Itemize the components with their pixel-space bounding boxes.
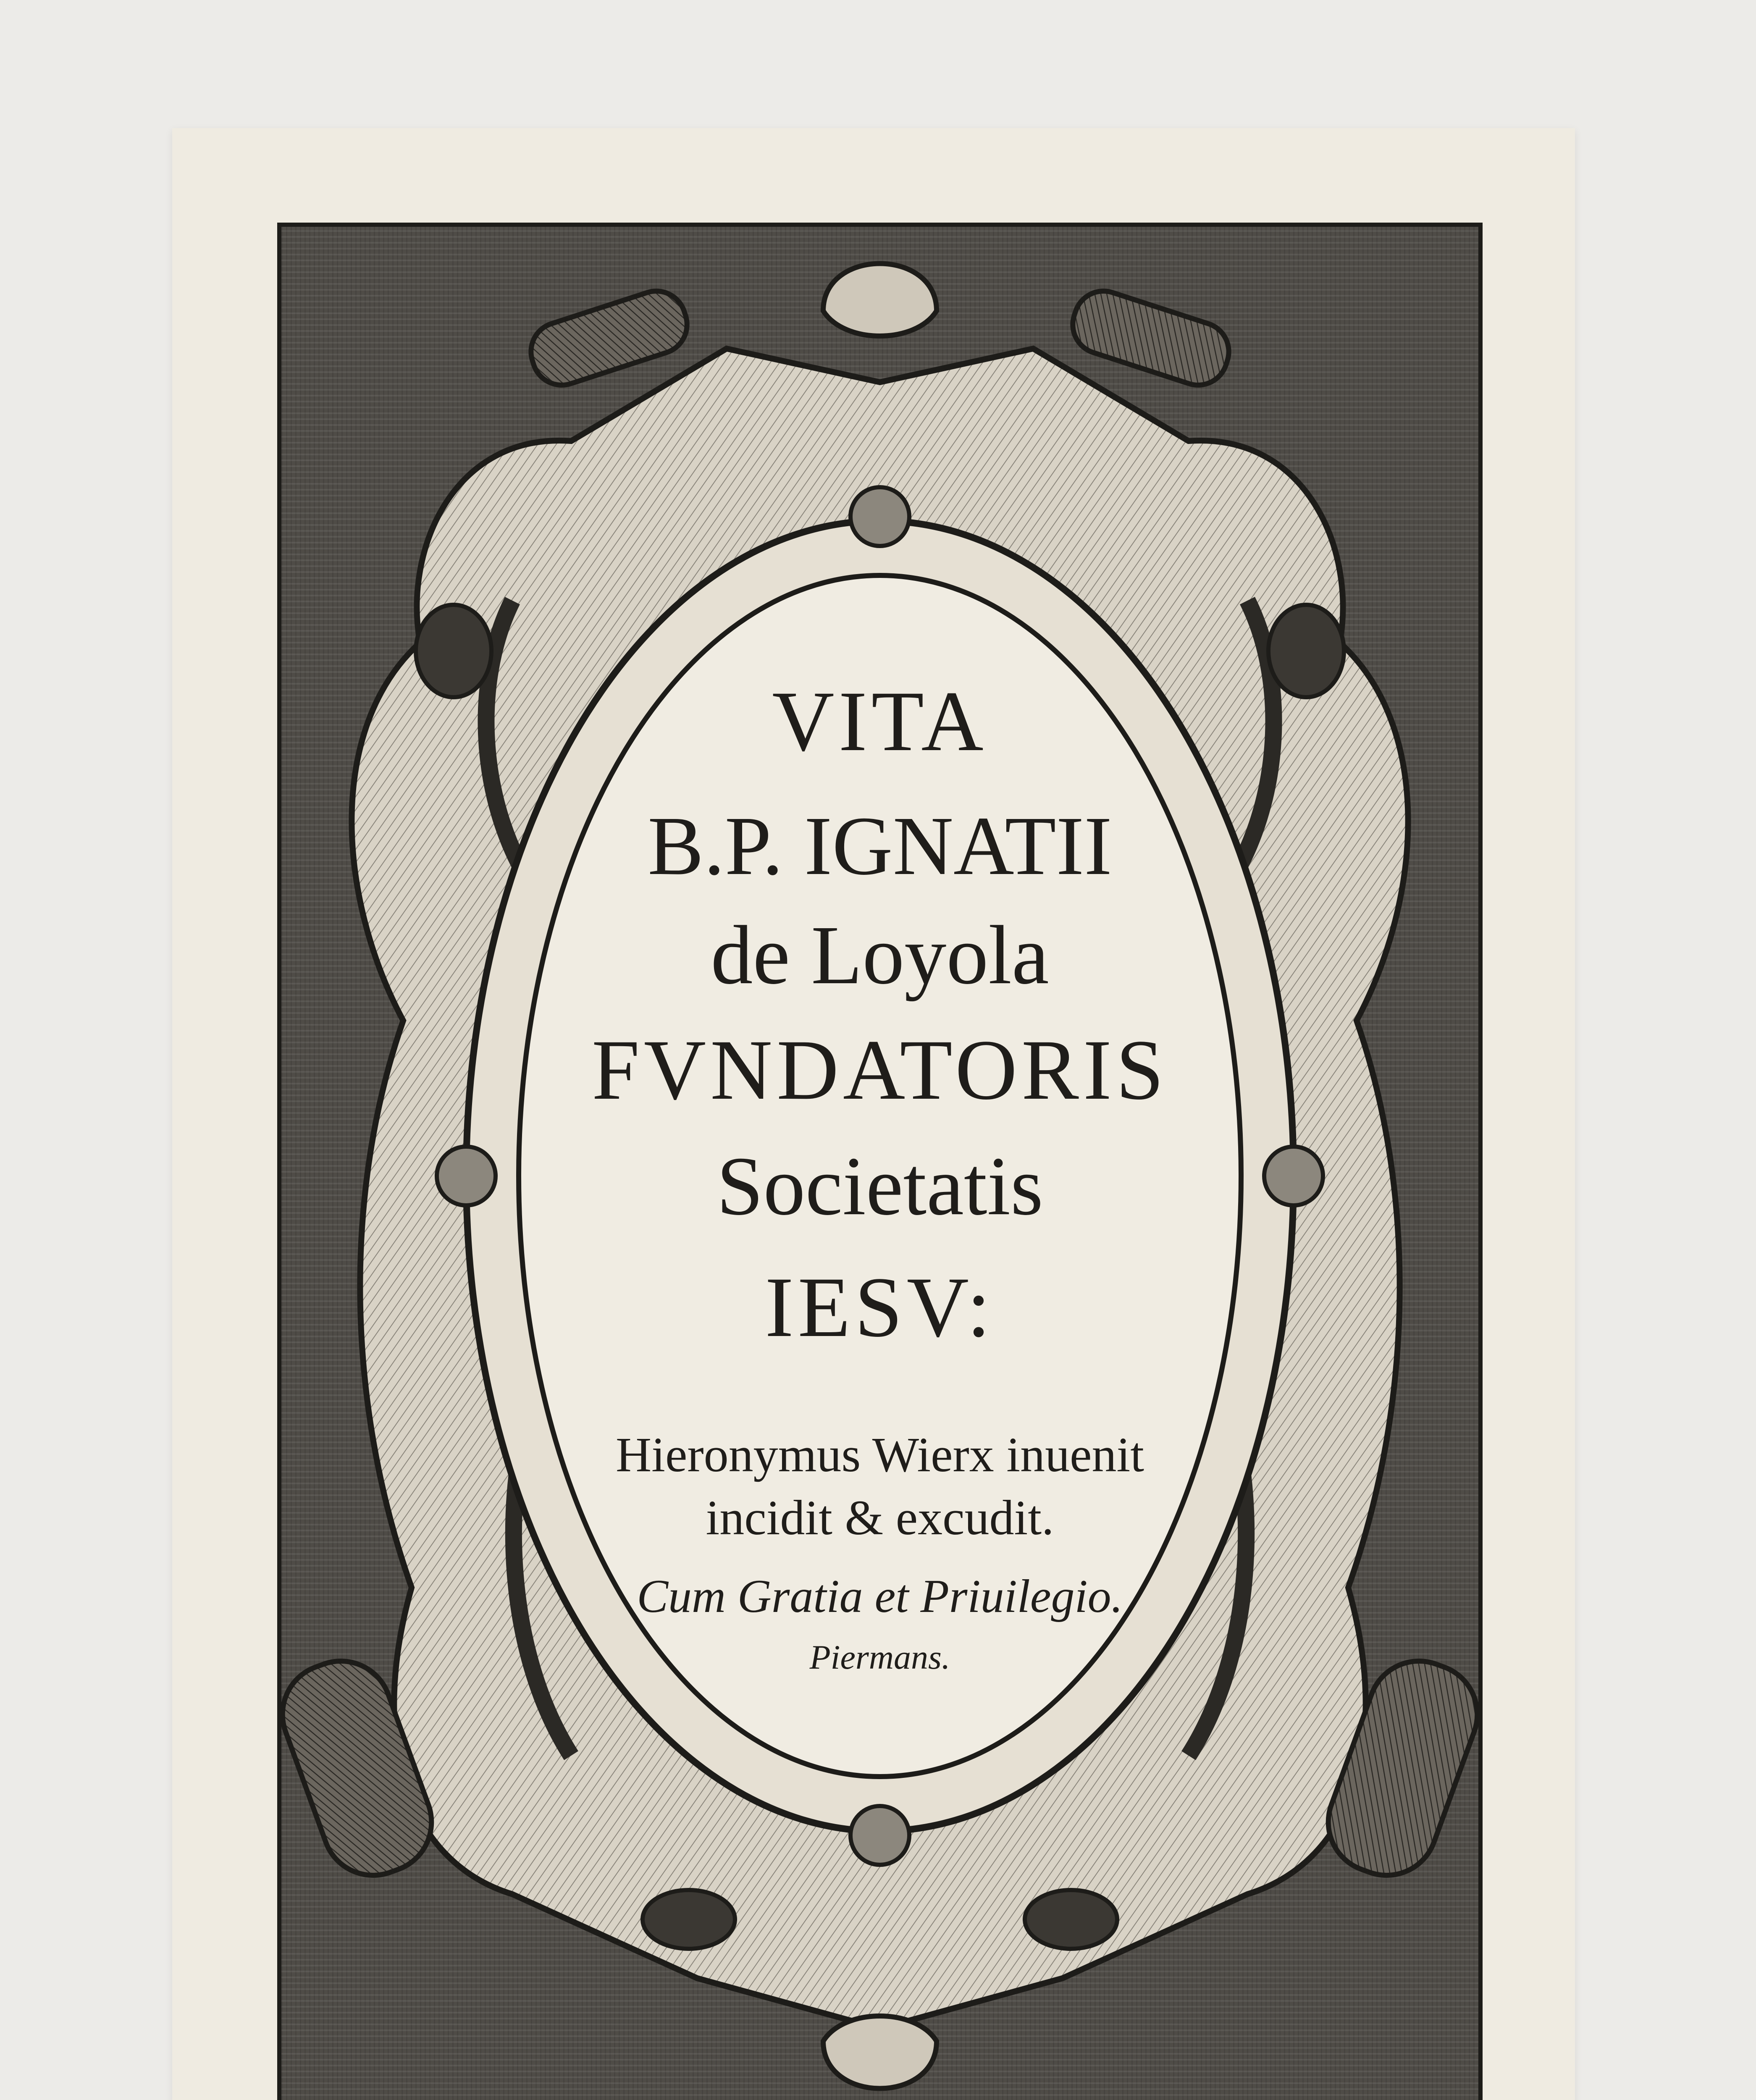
title-line-iesu: IESV: <box>765 1260 995 1355</box>
credit-line-inventor: Hieronymus Wierx inuenit <box>615 1427 1144 1482</box>
credit-line-engraver: incidit & excudit. <box>706 1490 1054 1545</box>
title-line-societatis: Societatis <box>717 1140 1043 1233</box>
title-line-vita: VITA <box>772 674 988 769</box>
censor-line: Piermans. <box>809 1638 950 1676</box>
title-line-loyola: de Loyola <box>711 909 1049 1002</box>
title-line-ignatii: B.P. IGNATII <box>648 800 1112 892</box>
privilege-line: Cum Gratia et Priuilegio. <box>637 1570 1123 1622</box>
title-line-fundatoris: FVNDATORIS <box>591 1022 1168 1118</box>
